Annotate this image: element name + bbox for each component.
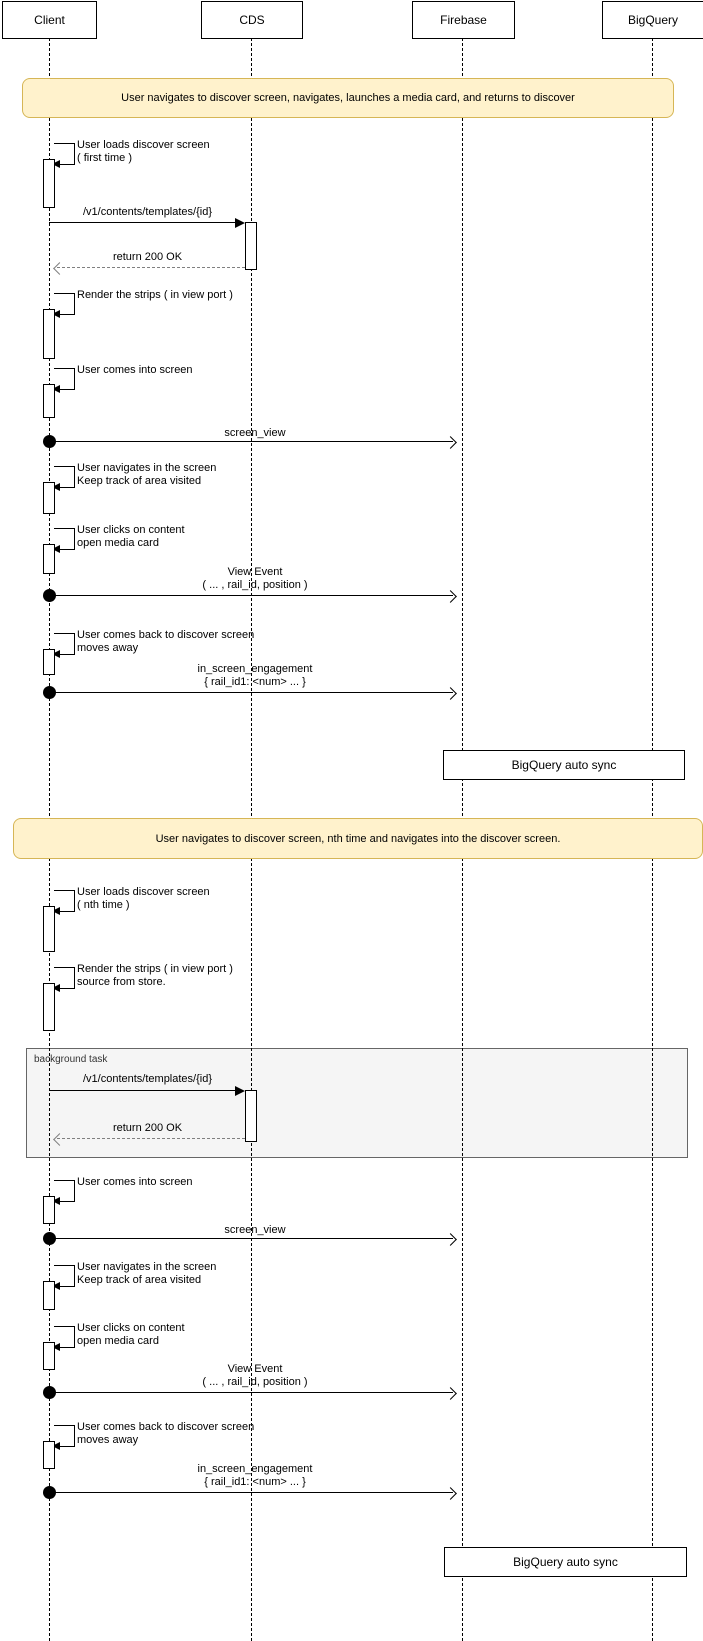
message-label: User comes into screen	[77, 364, 193, 376]
activation-bar	[43, 309, 55, 359]
message-label: User comes back to discover screen	[77, 1421, 255, 1433]
self-message-bracket	[54, 528, 75, 550]
message-label: User comes back to discover screen	[77, 629, 255, 641]
message-arrow	[53, 595, 453, 596]
message-label: User navigates in the screen	[77, 462, 217, 474]
activation-bar	[43, 649, 55, 675]
message-label: User navigates in the screen	[77, 1261, 217, 1273]
self-message-bracket	[54, 1265, 75, 1287]
bigquery-sync-label: BigQuery auto sync	[513, 1555, 618, 1569]
message-label: Keep track of area visited	[77, 1274, 202, 1286]
return-arrow	[57, 1138, 245, 1139]
message-arrow	[49, 222, 235, 223]
self-message-bracket	[54, 1326, 75, 1348]
message-label: /v1/contents/templates/{id}	[82, 1073, 213, 1085]
self-message-bracket	[54, 466, 75, 488]
actor-label: CDS	[239, 13, 265, 27]
message-label: screen_view	[224, 1224, 286, 1236]
message-label: ( ... , rail_id, position )	[202, 579, 308, 591]
message-label: View Event	[227, 1363, 283, 1375]
message-label: { rail_id1: <num> ... }	[204, 1476, 306, 1488]
actor-label: Firebase	[440, 13, 487, 27]
message-label: Keep track of area visited	[77, 475, 202, 487]
message-label: User comes into screen	[77, 1176, 193, 1188]
message-arrow	[53, 441, 453, 442]
message-label: moves away	[77, 1434, 139, 1446]
message-arrow	[53, 1392, 453, 1393]
self-message-bracket	[54, 890, 75, 912]
message-label: View Event	[227, 566, 283, 578]
message-label: ( first time )	[77, 152, 132, 164]
message-label: User loads discover screen	[77, 139, 210, 151]
return-arrow	[57, 267, 245, 268]
background-task-frame	[26, 1048, 688, 1158]
message-arrow	[53, 1492, 453, 1493]
event-source-dot	[43, 1386, 56, 1399]
scenario1-banner	[22, 78, 674, 118]
activation-bar	[43, 983, 55, 1031]
activation-bar	[245, 1090, 257, 1142]
self-message-bracket	[54, 143, 75, 165]
arrowhead-icon	[235, 1086, 245, 1096]
activation-bar	[43, 482, 55, 514]
actor-cds	[201, 1, 303, 39]
message-label: open media card	[77, 537, 159, 549]
message-label: User loads discover screen	[77, 886, 210, 898]
message-label: moves away	[77, 642, 139, 654]
actor-bigquery	[602, 1, 703, 39]
activation-bar	[245, 222, 257, 270]
self-message-bracket	[54, 368, 75, 390]
self-message-bracket	[54, 967, 75, 989]
self-message-bracket	[54, 633, 75, 655]
scenario2-banner-text: User navigates to discover screen, nth time and navigates into the discover screen.	[155, 832, 561, 845]
bigquery-sync-label: BigQuery auto sync	[511, 758, 617, 772]
message-label: open media card	[77, 1335, 159, 1347]
message-label: in_screen_engagement	[197, 663, 313, 675]
message-arrow	[53, 692, 453, 693]
event-source-dot	[43, 1232, 56, 1245]
event-source-dot	[43, 435, 56, 448]
event-source-dot	[43, 1486, 56, 1499]
activation-bar	[43, 384, 55, 418]
event-source-dot	[43, 686, 56, 699]
message-label: /v1/contents/templates/{id}	[82, 206, 213, 218]
message-label: ( ... , rail_id, position )	[202, 1376, 308, 1388]
actor-firebase	[412, 1, 515, 39]
actor-label: Client	[34, 13, 65, 27]
self-message-bracket	[54, 1180, 75, 1202]
activation-bar	[43, 544, 55, 574]
activation-bar	[43, 1441, 55, 1469]
bigquery-sync-note	[443, 750, 685, 780]
activation-bar	[43, 1196, 55, 1224]
message-label: source from store.	[77, 976, 166, 988]
message-label: ( nth time )	[77, 899, 130, 911]
scenario2-banner	[13, 818, 703, 859]
message-label: return 200 OK	[112, 1122, 183, 1134]
message-arrow	[49, 1090, 235, 1091]
activation-bar	[43, 1281, 55, 1310]
bigquery-sync-note	[444, 1547, 687, 1577]
message-label: return 200 OK	[112, 251, 183, 263]
message-label: { rail_id1: <num> ... }	[204, 676, 306, 688]
arrowhead-icon	[235, 218, 245, 228]
self-message-bracket	[54, 1425, 75, 1447]
message-label: screen_view	[224, 427, 286, 439]
message-label: Render the strips ( in view port )	[77, 289, 233, 301]
message-label: in_screen_engagement	[197, 1463, 313, 1475]
event-source-dot	[43, 589, 56, 602]
self-message-bracket	[54, 293, 75, 315]
scenario1-banner-text: User navigates to discover screen, navigates, launches a media card, and returns to discover	[121, 92, 575, 104]
activation-bar	[43, 159, 55, 208]
actor-client	[2, 1, 97, 39]
background-task-frame-label: background task	[34, 1054, 108, 1065]
activation-bar	[43, 906, 55, 952]
message-label: User clicks on content	[77, 524, 185, 536]
message-label: Render the strips ( in view port )	[77, 963, 233, 975]
actor-label: BigQuery	[627, 13, 679, 27]
message-label: User clicks on content	[77, 1322, 185, 1334]
message-arrow	[53, 1238, 453, 1239]
activation-bar	[43, 1342, 55, 1370]
